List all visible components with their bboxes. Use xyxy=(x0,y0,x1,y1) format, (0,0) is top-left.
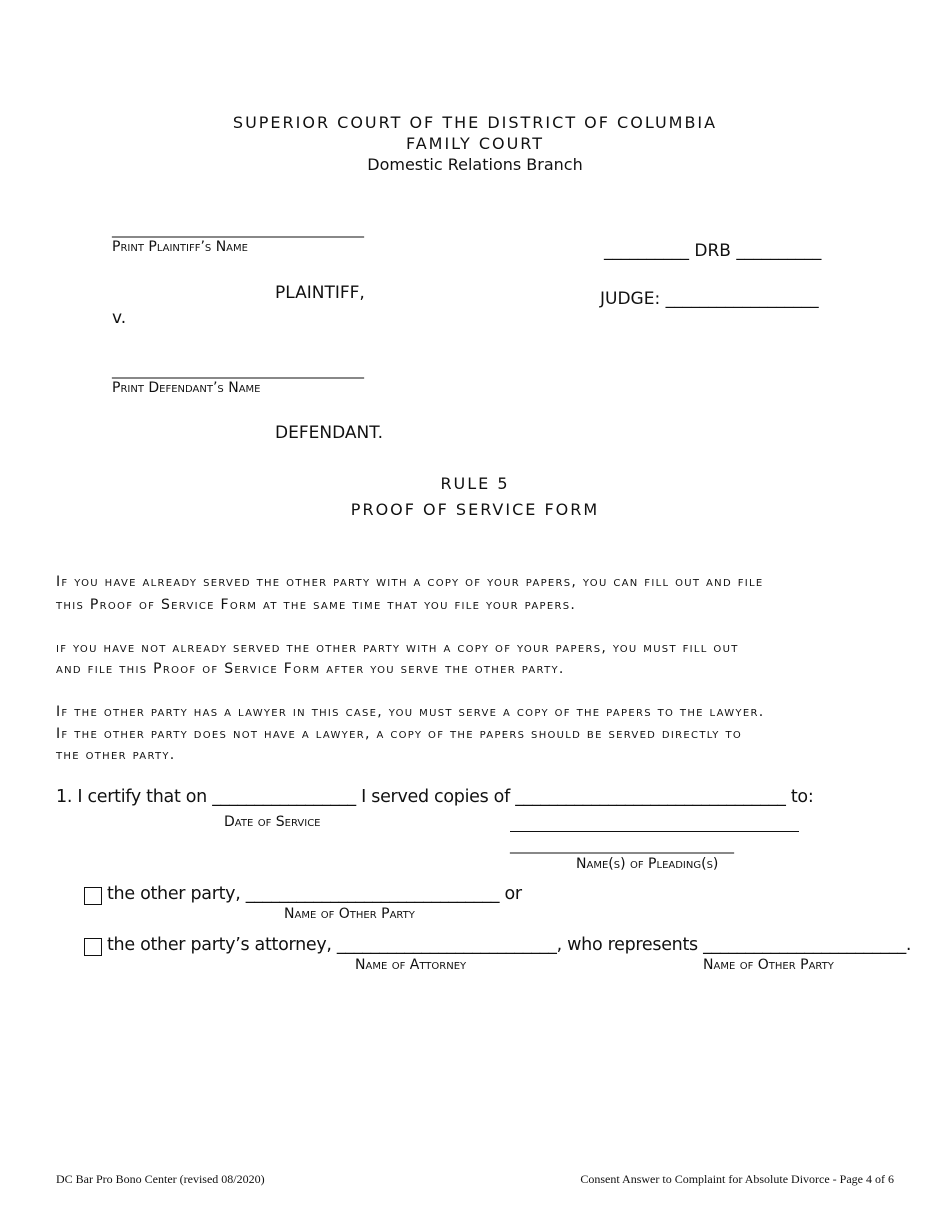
other-party-name-label: Name of Other Party xyxy=(284,906,415,922)
versus-label: v. xyxy=(112,308,127,328)
instruction-3-line-3: the other party. xyxy=(56,747,176,763)
footer-left: DC Bar Pro Bono Center (revised 08/2020) xyxy=(56,1172,265,1186)
other-party-option[interactable]: the other party, ______________________________ or xyxy=(107,884,522,904)
attorney-checkbox[interactable] xyxy=(84,938,102,956)
date-of-service-label: Date of Service xyxy=(224,814,321,830)
defendant-name-label: Print Defendant’s Name xyxy=(112,380,261,396)
pleadings-label: Name(s) of Pleading(s) xyxy=(576,856,719,872)
instruction-2-line-2: and file this Proof of Service Form after you serve the other party. xyxy=(56,661,565,677)
pleading-line-3[interactable]: ________________________________ xyxy=(510,838,734,854)
judge-field[interactable]: JUDGE: __________________ xyxy=(600,289,819,309)
instruction-1-line-2: this Proof of Service Form at the same time that you file your papers. xyxy=(56,597,577,613)
defendant-label: DEFENDANT. xyxy=(275,423,383,443)
court-branch: Domestic Relations Branch xyxy=(367,155,583,174)
court-name: SUPERIOR COURT OF THE DISTRICT OF COLUMBIA xyxy=(232,113,718,132)
plaintiff-label: PLAINTIFF, xyxy=(275,283,365,303)
other-party-checkbox[interactable] xyxy=(84,887,102,905)
instruction-3-line-1: If the other party has a lawyer in this case, you must serve a copy of the papers to the lawyer. xyxy=(56,704,765,720)
defendant-name-blank[interactable]: ____________________________________ xyxy=(112,363,364,379)
case-number-field[interactable]: __________ DRB __________ xyxy=(604,241,822,261)
rule-title: RULE 5 xyxy=(440,474,510,493)
attorney-option[interactable]: the other party’s attorney, __________________________, who represents ________________________. xyxy=(107,935,912,955)
instruction-3-line-2: If the other party does not have a lawyer, a copy of the papers should be served directly to xyxy=(56,726,743,742)
attorney-name-label: Name of Attorney xyxy=(355,957,467,973)
plaintiff-name-label: Print Plaintiff’s Name xyxy=(112,239,248,255)
form-title: PROOF OF SERVICE FORM xyxy=(350,500,600,519)
instruction-2-line-1: if you have not already served the other party with a copy of your papers, you must fill out xyxy=(56,640,739,656)
certification-line[interactable]: 1. I certify that on _________________ I served copies of ________________________________ to: xyxy=(56,787,814,807)
footer-right: Consent Answer to Complaint for Absolute Divorce - Page 4 of 6 xyxy=(580,1172,894,1186)
court-division: FAMILY COURT xyxy=(405,134,545,153)
instruction-1-line-1: If you have already served the other party with a copy of your papers, you can fill out and file xyxy=(56,574,764,590)
pleading-line-2[interactable] xyxy=(510,831,799,832)
plaintiff-name-blank[interactable]: ____________________________________ xyxy=(112,222,364,238)
represented-party-label: Name of Other Party xyxy=(703,957,834,973)
